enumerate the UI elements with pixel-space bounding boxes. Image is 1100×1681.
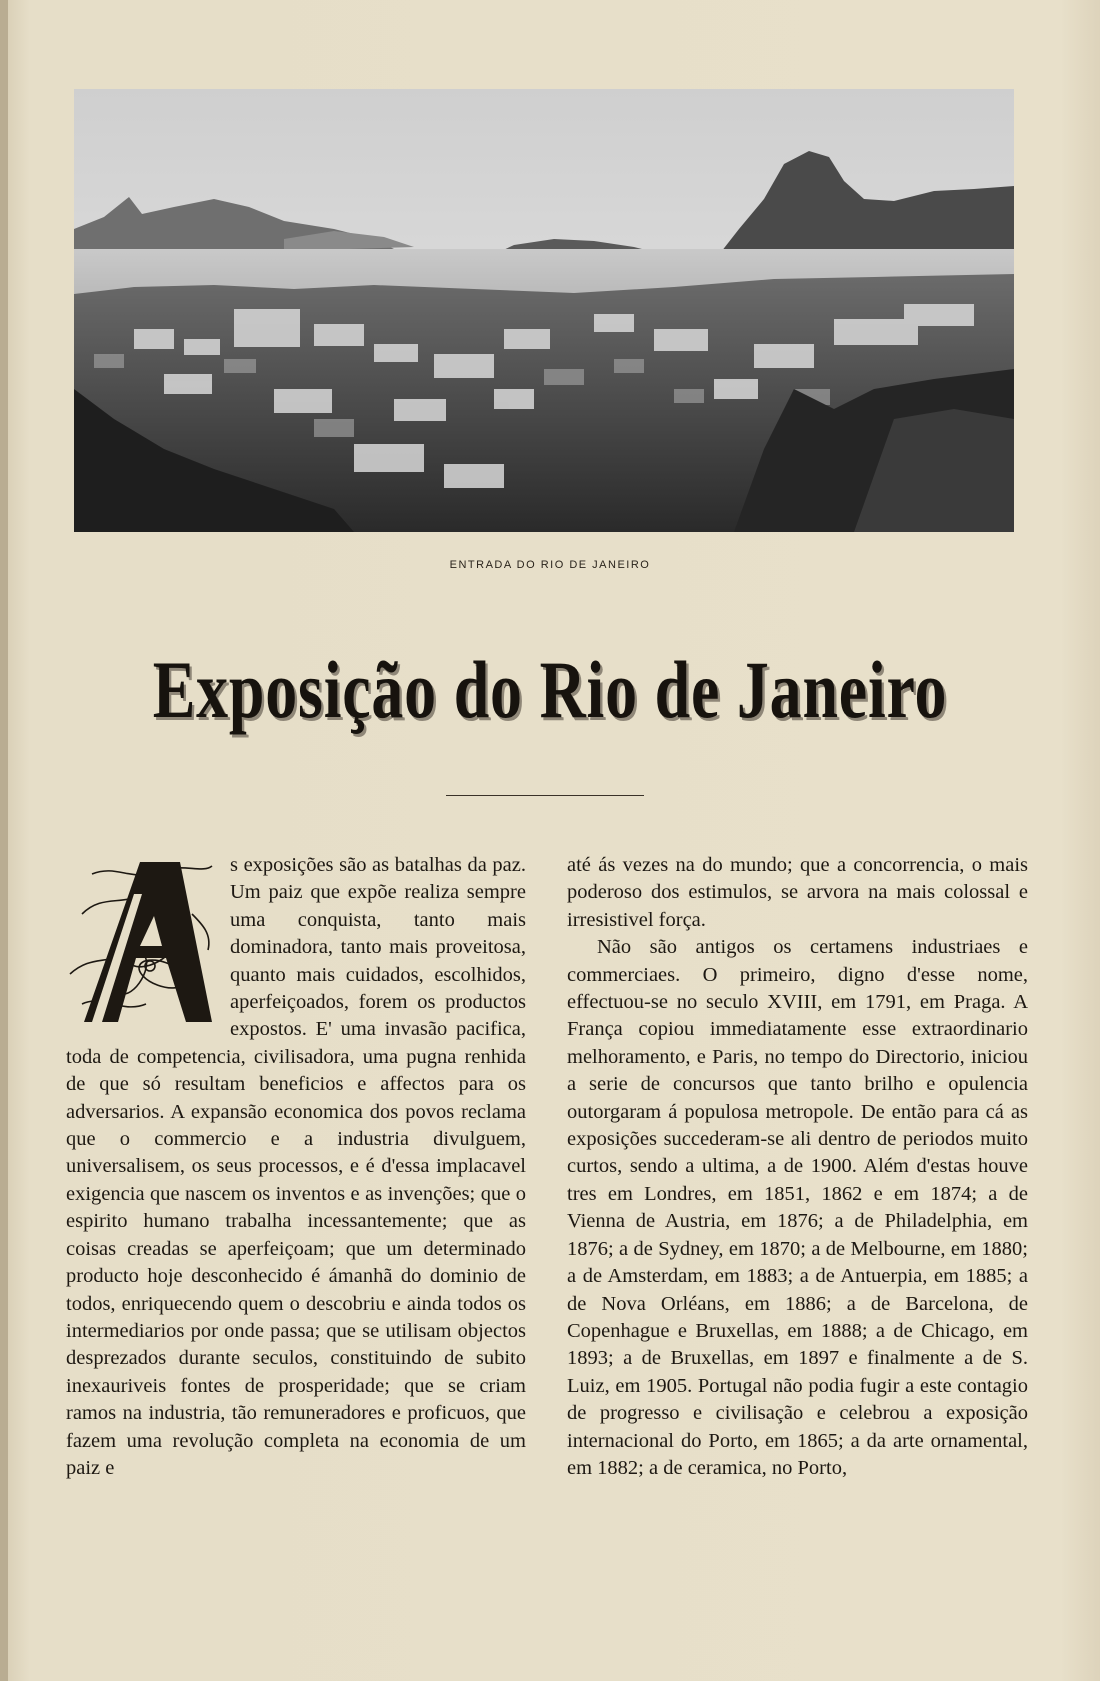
right-column-paragraph-1: até ás vezes na do mundo; que a concorrencia, o mais poderoso dos estimulos, se arvora na mais colossal e irresistivel força. [567, 854, 1028, 931]
left-column [66, 852, 526, 1482]
title-divider [446, 795, 644, 796]
page-spine [0, 0, 8, 1681]
left-column-text: s exposições são as batalhas da paz. Um paiz que expõe realiza sempre uma conquista, tanto mais dominadora, tanto mais proveitosa, quanto mais cuidados, escolhidos, aperfeiçoados, forem os productos expostos. E' uma invasão pacifica, toda de competencia, civilisadora, uma pugna renhida de que só resultam beneficios e affectos para os adversarios. A expansão economica dos povos reclama que o commercio e a industria divulguem, universalisem, os seus processos, e é d'essa implacavel exigencia que nascem os inventos e as invenções; que o espirito humano trabalha incessantemente; que as coisas creadas se aperfeiçoam; que um determinado producto hoje desconhecido é ámanhã do dominio de todos, enriquecendo quem o descobriu e ainda todos os intermediarios por onde passa; que se utilisam objectos desprezados durante seculos, constituindo de subito inexauriveis fontes de prosperidade; que se criam ramos na industria, tão remuneradores e proficuos, que fazem uma revolução completa na economia de um paiz e [66, 854, 526, 1479]
ornamental-drop-cap [62, 854, 222, 1030]
harbor-photograph [74, 89, 1014, 532]
right-column [567, 852, 1028, 1482]
right-column-paragraph-2: Não são antigos os certamens industriaes e commerciaes. O primeiro, digno d'esse nome, effectuou-se no seculo XVIII, em 1791, em Praga. A França copiou immediatamente esse extraordinario melhoramento, e Paris, no tempo do Directorio, iniciou a serie de concursos que tanto brilho e opulencia outorgaram á populosa metropole. De então para cá as exposições succederam-se ali dentro de periodos muito curtos, sendo a ultima, a de 1900. Além d'estas houve tres em Londres, em 1851, 1862 e em 1874; a de Vienna de Austria, em 1876; a de Philadelphia, em 1876; a de Sydney, em 1870; a de Melbourne, em 1880; a de Amsterdam, em 1883; a de Antuerpia, em 1885; a de Nova Orléans, em 1886; a de Barcelona, de Copenhague e Bruxellas, em 1888; a de Chicago, em 1893; a de Bruxellas, em 1897 e finalmente a de S. Luiz, em 1905. Portugal não podia fugir a este contagio de progresso e civilisação e celebrou a exposição internacional do Porto, em 1865; a da arte ornamental, em 1882; a de ceramica, no Porto, [567, 936, 1028, 1479]
article-title: Exposição do Rio de Janeiro [152, 644, 948, 735]
photo-caption: ENTRADA DO RIO DE JANEIRO [449, 559, 651, 571]
